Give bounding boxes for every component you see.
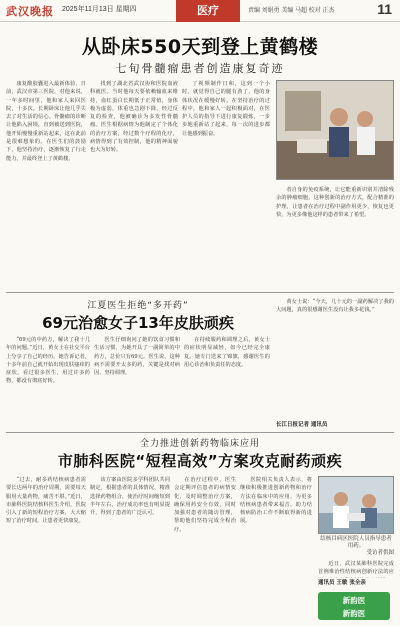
article1-column-1: 康复酸胶囊进入最新体验，日前，武汉市第三医院，对他来说，一年多时间里，他和家人来回医院，十多次。长期卧床让他几乎失去了对生活的信心。骨髓瘤的诊断让他陷入困境，直到被送到医院，他开始慢慢重新站起来，这在此前是很难想象的。在医生们的鼓励下，他坚持治疗，逐渐恢复了行走能力，并最终登上了黄鹤楼。	[6, 81, 86, 162]
sidebar-text: 近日，武汉某肺科医院完成首例难治性结核病创新疗法的应	[318, 561, 394, 576]
article3-photo-illustration	[319, 477, 394, 534]
article3-column-2: 该方案由医院多学科团队共同制定，根据患者的具体情况，精准选择药物组合，使治疗时间缩短到半年左右，治疗成功率也有明显提升，得到了患者的广泛认可。	[90, 477, 170, 517]
article2-column-2: 医生仔细询问了她的饮食习惯和生活习惯，为她开具了一副简单的中药方，总价只有69元。医生说，这种病不需要开太多的药，关键是找对病因，坚持调理。	[94, 337, 180, 377]
editor-credits: 责编 刘娟勇 美编 马超 校对 正杰	[248, 8, 335, 14]
article3-headline: 市肺科医院“短程高效”方案攻克耐药顽疾	[57, 452, 343, 470]
column-logo-line-1: 新韵医	[342, 596, 366, 605]
article1-column-4: 者自身的免疫系统，让它能重新识别并清除残余的肿瘤细胞。这种创新的治疗方式，配合精准的护理，让患者在治疗过程中副作用更少，恢复也更快，为更多像他这样的患者带来了希望。	[276, 187, 394, 218]
article3-column-3: 在治疗过程中，医生会定期评估患者的病情变化，及时调整治疗方案，确保用药安全有效，同时加强对患者的随访管理，帮助他们坚持完成全程治疗。	[174, 477, 236, 533]
article3-kicker: 全力推进创新药物临床应用	[139, 439, 260, 449]
article1-headline: 从卧床550天到登上黄鹤楼	[81, 36, 319, 58]
issue-date: 2025年11月13日 星期四	[62, 6, 137, 13]
article1-column-3: 了视频制作日和，这到一个小时，就觉得自己的腿有劲了，他的身体状况在缓慢好转。在坚持治疗的过程中，他和家人一起积极面对，在医护人员的指导下进行康复锻炼，一步步地重新站了起来，每一次的进步都让他感到振奋。	[182, 81, 270, 137]
column-logo	[318, 592, 390, 620]
article2-column-3: 在持续服药和调理之后，黄女士的症状明显减轻，如今已经完全康复。她专门送来了锦旗，感谢医生的用心诊治和负责任的态度。	[184, 337, 270, 368]
article2-column-4: 黄女士说：“今天，几十元的一副药解决了我的大问题，真的很感谢医生没有让我多花钱。”	[276, 299, 394, 314]
article2-headline: 69元治愈女子13年皮肤顽疾	[42, 314, 234, 332]
article1-column-2: 找到了湖北省武汉协和医院血液科就医。当时他每天要依赖输血来维持，血红蛋白长期低于正常值，身体极为虚弱，体重也急剧下降，经过反复的检查，他被确诊为多发性骨髓瘤。医生根据病情为他制定了个体化的治疗方案，经过数个疗程的化疗，病情得到了有效控制，他的精神面貌也大为好转。	[90, 81, 178, 154]
column-logo-line-2: 新韵医	[342, 609, 366, 618]
article2-byline: 长江日报记者 通讯员	[276, 422, 328, 428]
section-divider-1	[6, 292, 394, 293]
article1-subheadline: 七旬骨髓瘤患者创造康复奇迹	[115, 62, 285, 75]
section-divider-2	[6, 432, 394, 433]
article1-photo-illustration	[277, 81, 394, 180]
article3-column-4: 医院相关负责人表示，将继续积极推进创新药物和治疗方法在临床中的应用，为更多结核病患者带来福音，助力结核病防治工作不断取得新的进展。	[240, 477, 312, 525]
header-bar	[0, 0, 400, 22]
article2-kicker: 江夏医生拒绝“多开药”	[87, 301, 189, 311]
article3-photo-caption: 结核目病区医院人员指导患者用药。	[320, 536, 392, 549]
article3-photo-credit: 受访者供图	[366, 550, 394, 556]
article2-column-1: “69元的中药方，解决了我十几年的问题。”近日，黄女士在社交平台上分享了自己的经历。她告诉记者，十多年前自己就开始出现皮肤瘙痒的症状，看过很多医生，用过许多药物，都没有彻底好转。	[6, 337, 90, 385]
page-number: 11	[377, 1, 392, 17]
sidebar-byline: 通讯员 王敏 张全亲	[318, 580, 366, 586]
article3-photo	[318, 476, 394, 534]
article1-photo	[276, 80, 394, 180]
section-tab: 医疗	[176, 0, 240, 22]
masthead: 武汉晚报	[6, 5, 54, 18]
article3-column-1: “过去，耐多药结核病患者需要长达两年的治疗周期，需要每天服用大量药物，痛苦不堪。”近日，市肺科医院结核科医生介绍，医院引入了新的短程治疗方案，大大缩短了治疗时间，让患者更快康复。	[6, 477, 86, 525]
